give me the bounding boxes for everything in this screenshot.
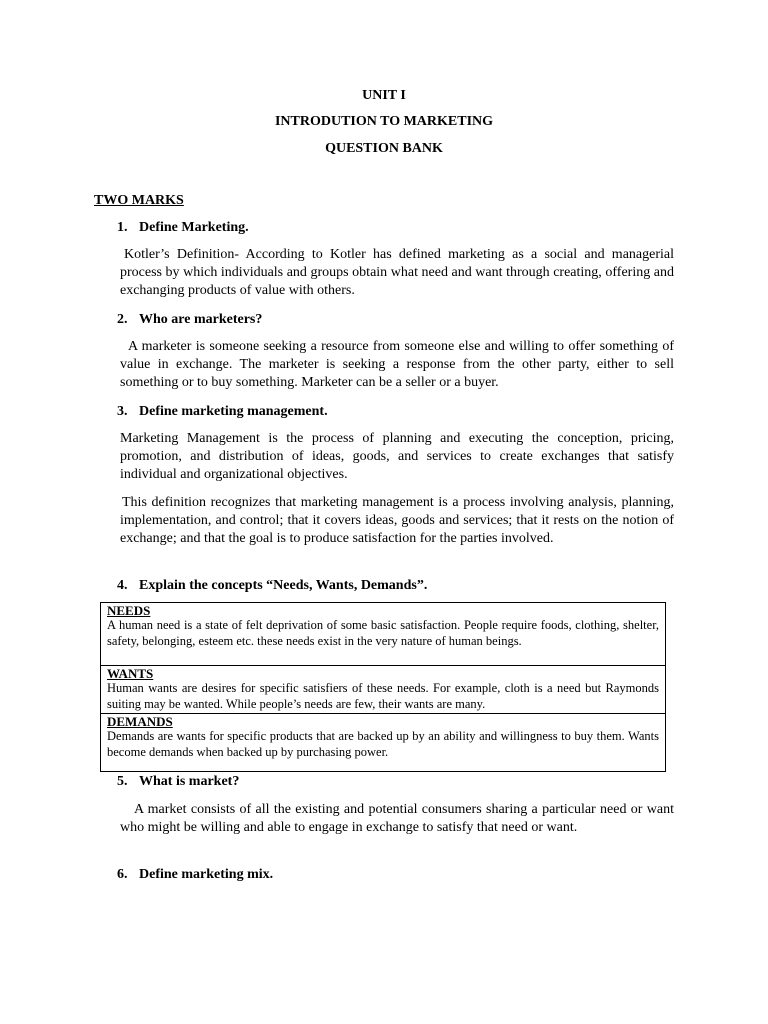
question-text: Define Marketing. [139, 220, 249, 235]
concept-row-wants [101, 666, 665, 714]
concepts-table [100, 602, 666, 772]
question-number: 1. [117, 220, 128, 235]
concept-text: Human wants are desires for specific satisfiers of these needs. For example, cloth is a need but Raymonds suiting may be wanted. While people’s needs are few, their wants are many. [107, 681, 659, 711]
question-text: Explain the concepts “Needs, Wants, Demands”. [139, 578, 428, 593]
document-subtitle: QUESTION BANK [325, 141, 443, 156]
unit-heading: UNIT I [362, 88, 406, 103]
question-number: 2. [117, 312, 128, 327]
question-text: Who are marketers? [139, 312, 263, 327]
question-1 [117, 219, 249, 237]
question-2 [117, 311, 262, 329]
document-title: INTRODUTION TO MARKETING [274, 114, 494, 129]
concept-heading: NEEDS [107, 603, 151, 618]
question-6 [117, 866, 273, 884]
concept-text: A human need is a state of felt deprivation of some basic satisfaction. People require foods, clothing, shelter, safety, belonging, esteem etc. these needs exist in the very nature of human beings. [107, 618, 659, 648]
concept-heading: WANTS [107, 666, 154, 681]
question-text: Define marketing mix. [139, 867, 274, 882]
question-4 [117, 577, 427, 595]
question-text: What is market? [139, 774, 240, 789]
concept-row-needs [101, 603, 665, 666]
question-number: 5. [117, 774, 128, 789]
question-5 [117, 773, 239, 791]
answer-5: A market consists of all the existing and potential consumers sharing a particular need or want who might be willing and able to engage in exchange to satisfy that need or want. [120, 802, 674, 835]
concept-row-demands [101, 714, 665, 771]
answer-3-paragraph-2: This definition recognizes that marketing management is a process involving analysis, planning, implementation, and control; that it covers ideas, goods and services; that it rests on the notion of exchange; and that the goal is to produce satisfaction for the parties involved. [120, 495, 674, 546]
answer-2: A marketer is someone seeking a resource from someone else and willing to offer something of value in exchange. The marketer is seeking a response from the other party, either to sell something or to buy something. Marketer can be a seller or a buyer. [120, 339, 674, 390]
question-number: 4. [117, 578, 128, 593]
answer-3-paragraph-1: Marketing Management is the process of planning and executing the conception, pricing, promotion, and distribution of ideas, goods, and services to create exchanges that satisfy individual and organizational objectives. [120, 431, 674, 482]
question-3 [117, 403, 328, 421]
concept-heading: DEMANDS [107, 714, 173, 729]
answer-1: Kotler’s Definition- According to Kotler has defined marketing as a social and managerial process by which individuals and groups obtain what need and want through creating, offering and exchanging products of value with others. [120, 247, 674, 298]
question-number: 6. [117, 867, 128, 882]
question-number: 3. [117, 404, 128, 419]
concept-text: Demands are wants for specific products that are backed up by an ability and willingness to buy them. Wants become demands when backed up by purchasing power. [107, 729, 659, 759]
question-text: Define marketing management. [139, 404, 328, 419]
section-heading: TWO MARKS [94, 193, 184, 208]
